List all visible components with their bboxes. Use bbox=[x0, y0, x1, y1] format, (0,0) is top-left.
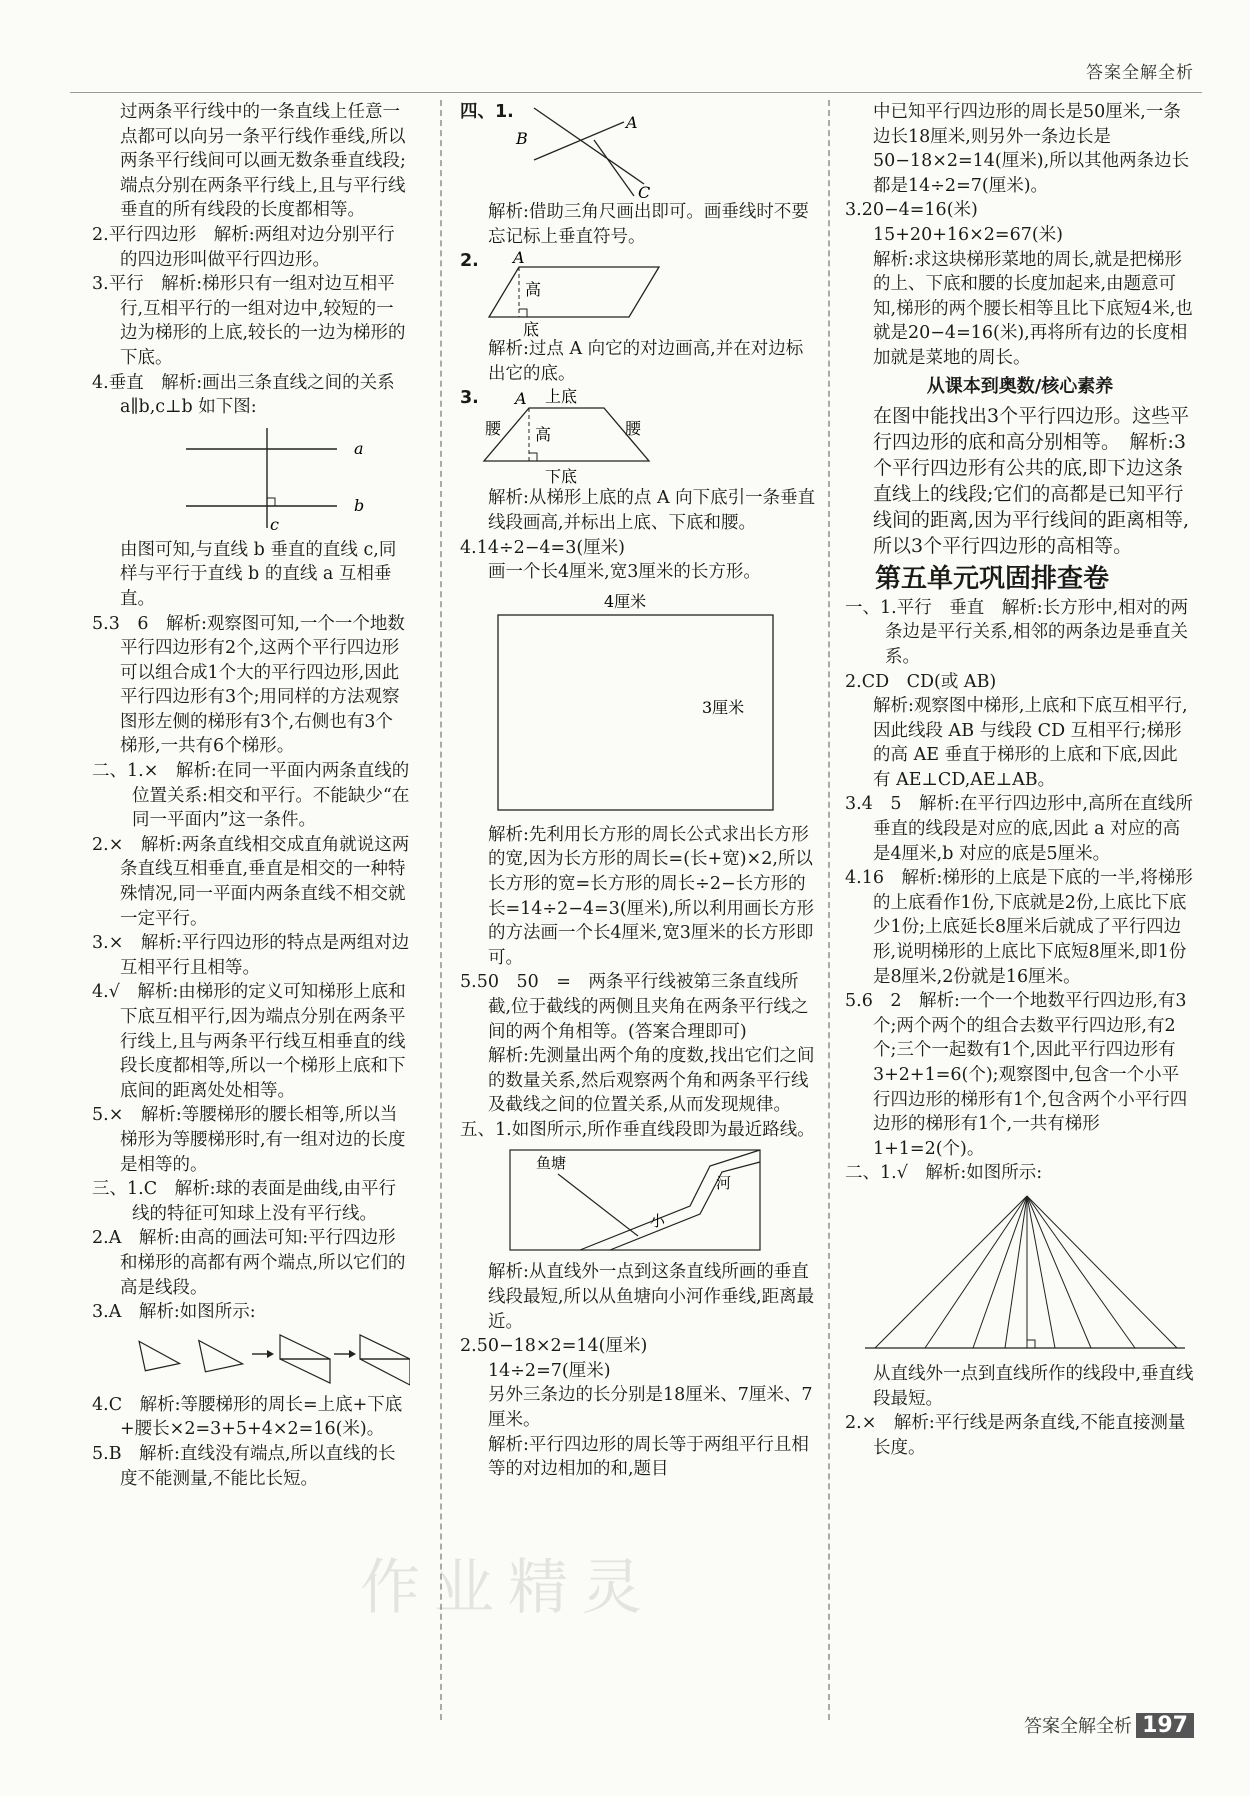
f3-A: A bbox=[514, 389, 527, 409]
c3-p7: 2.CD CD(或 AB) bbox=[845, 671, 997, 692]
rect-h: 3厘米 bbox=[702, 697, 745, 717]
f3-leg1: 腰 bbox=[484, 419, 501, 439]
c3-p4: 解析:求这块梯形菜地的周长,就是把梯形的上、下底和腰的长度加起来,由题意可知,梯形的两个腰长相等且比下底短4米,也就是20−4=16(米),再将所有边的长度相加就是菜地的周长。 bbox=[873, 249, 1193, 368]
f5-r2: 小 bbox=[650, 1212, 666, 1231]
c2-p5: 画一个长4厘米,宽3厘米的长方形。 bbox=[488, 562, 761, 583]
c1-p0: 过两条平行线中的一条直线上任意一点都可以向另一条平行线作垂线,所以两条平行线间可以画无数条垂直线段;端点分别在两条平行线上,且与平行线垂直的所有线段的长度都相等。 bbox=[120, 102, 406, 221]
pond-river-figure bbox=[500, 1146, 800, 1256]
c2-p3: 解析:从梯形上底的点 A 向下底引一条垂直线段画高,并标出上底、下底和腰。 bbox=[488, 488, 816, 533]
set-square-figure bbox=[92, 1329, 410, 1389]
footer bbox=[1024, 1712, 1194, 1738]
label-a: a bbox=[354, 438, 364, 458]
c3-p11: 5.6 2 解析:一个一个地数平行四边形,有3个;两个两个的组合去数平行四边形,有2个;三个一起数有1个,因此平行四边形有3+2+1=6(个);观察图中,包含一个小平行四边形的梯形有1个,包含两个小平行四边形的梯形有1个,一共有梯形1+1=2(个)。 bbox=[845, 991, 1188, 1159]
c1-p3: 4.垂直 解析:画出三条直线之间的关系 a∥b,c⊥b 如下图: bbox=[92, 372, 395, 418]
c3-p9: 3.4 5 解析:在平行四边形中,高所在直线所垂直的线段是对应的底,因此 a 对应的高是4厘米,b 对应的底是5厘米。 bbox=[845, 794, 1193, 864]
f1-A: A bbox=[625, 113, 638, 132]
c3-p1: 中已知平行四边形的周长是50厘米,一条边长18厘米,则另外一条边长是 50−18×2=14(厘米),所以其他两条边长都是14÷2=7(厘米)。 bbox=[873, 102, 1190, 196]
f5-pond: 鱼塘 bbox=[536, 1154, 567, 1173]
c3-p3: 15+20+16×2=67(米) bbox=[873, 224, 1064, 245]
trapezoid-figure bbox=[479, 386, 679, 486]
c3-p14: 2.× 解析:平行线是两条直线,不能直接测量长度。 bbox=[845, 1413, 1186, 1458]
footer-label: 答案全解全析 bbox=[1024, 1716, 1133, 1737]
c2-p7: 5.50 50 = 两条平行线被第三条直线所截,位于截线的两侧且夹角在两条平行线之间的两个角相等。(答案合理即可) bbox=[460, 972, 809, 1042]
c2-p2: 解析:过点 A 向它的对边画高,并在对边标出它的底。 bbox=[488, 339, 804, 384]
label-b: b bbox=[354, 495, 365, 515]
c2-p10: 解析:从直线外一点到这条直线所画的垂直线段最短,所以从鱼塘向小河作垂线,距离最近。 bbox=[488, 1262, 815, 1332]
c1-p1: 2.平行四边形 解析:两组对边分别平行的四边形叫做平行四边形。 bbox=[92, 224, 395, 270]
c1-p10: 5.× 解析:等腰梯形的腰长相等,所以当梯形为等腰梯形时,有一组对边的长度是相等的。 bbox=[92, 1105, 406, 1175]
perpendicular-line-figure bbox=[514, 100, 714, 200]
c3-p8: 解析:观察图中梯形,上底和下底互相平行,因此线段 AB 与线段 CD 互相平行;梯形的高 AE 垂直于梯形的上底和下底,因此有 AE⊥CD,AE⊥AB。 bbox=[873, 696, 1188, 790]
c1-p13: 3.A 解析:如图所示: bbox=[92, 1302, 256, 1323]
c1-p11: 三、1.C 解析:球的表面是曲线,由平行线的特征可知球上没有平行线。 bbox=[92, 1179, 397, 1224]
c1-p12: 2.A 解析:由高的画法可知:平行四边形和梯形的高都有两个端点,所以它们的高是线段。 bbox=[92, 1228, 406, 1298]
rect-w: 4厘米 bbox=[604, 591, 647, 611]
f5-r1: 河 bbox=[716, 1174, 732, 1193]
f3-leg2: 腰 bbox=[624, 419, 641, 439]
f1-B: B bbox=[515, 129, 528, 148]
c3-p2: 3.20−4=16(米) bbox=[845, 200, 978, 221]
watermark: 作业精灵 bbox=[360, 1553, 656, 1623]
c2-p6: 解析:先利用长方形的周长公式求出长方形的宽,因为长方形的周长=(长+宽)×2,所以长方形的宽=长方形的周长÷2−长方形的长=14÷2−4=3(厘米),所以利用画长方形的方法画一个长4厘米,宽3厘米的长方形即可。 bbox=[488, 824, 815, 968]
parallel-perpendicular-figure bbox=[92, 424, 410, 534]
c3-p6: 一、1.平行 垂直 解析:长方形中,相对的两条边是平行关系,相邻的两条边是垂直关系。 bbox=[845, 597, 1189, 667]
c2-q1: 四、1. bbox=[460, 102, 514, 122]
c2-p4: 4.14÷2−4=3(厘米) bbox=[460, 537, 626, 558]
section-heading: 从课本到奥数/核心素养 bbox=[926, 375, 1114, 397]
f3-bot: 下底 bbox=[544, 467, 577, 487]
c1-p6: 二、1.× 解析:在同一平面内两条直线的位置关系:相交和平行。不能缺少“在同一平面内”这一条件。 bbox=[92, 761, 410, 831]
c1-p15: 5.B 解析:直线没有端点,所以直线的长度不能测量,不能比长短。 bbox=[92, 1443, 396, 1489]
c1-p8: 3.× 解析:平行四边形的特点是两组对边互相平行且相等。 bbox=[92, 933, 410, 978]
c1-p2: 3.平行 解析:梯形只有一组对边互相平行,互相平行的一组对边中,较短的一边为梯形的上底,较长的一边为梯形的下底。 bbox=[92, 274, 406, 368]
c2-p12: 14÷2=7(厘米) bbox=[488, 1360, 611, 1381]
rectangle-figure bbox=[488, 589, 788, 819]
c2-q3: 3. bbox=[460, 388, 479, 409]
c2-p1: 解析:借助三角尺画出即可。画垂线时不要忘记标上垂直符号。 bbox=[488, 202, 809, 247]
c3-p5: 在图中能找出3个平行四边形。这些平行四边形的底和高分别相等。 解析:3个平行四边形有公共的底,即下边这条直线上的线段;它们的高都是已知平行线间的距离,因为平行线间的距离相等,所以3个平行四边形的高相等。 bbox=[873, 405, 1190, 558]
f2-A: A bbox=[512, 249, 525, 268]
f3-top: 上底 bbox=[544, 387, 577, 407]
c1-p9: 4.√ 解析:由梯形的定义可知梯形上底和下底互相平行,因为端点分别在两条平行线上,且与两条平行线互相垂直的线段长度都相等,所以一个梯形上底和下底间的距离处处相等。 bbox=[92, 982, 406, 1101]
column-1 bbox=[92, 100, 410, 1491]
c2-q2: 2. bbox=[460, 251, 479, 272]
f1-C: C bbox=[637, 183, 651, 200]
header-rule bbox=[70, 92, 1202, 93]
c1-p4: 由图可知,与直线 b 垂直的直线 c,同样与平行于直线 b 的直线 a 互相垂直。 bbox=[120, 539, 397, 609]
fan-lines-figure bbox=[845, 1190, 1185, 1358]
c2-p11: 2.50−18×2=14(厘米) bbox=[460, 1336, 648, 1357]
label-c: c bbox=[270, 514, 279, 534]
c3-p13: 从直线外一点到直线所作的线段中,垂直线段最短。 bbox=[873, 1363, 1194, 1409]
c2-p8: 解析:先测量出两个角的度数,找出它们之间的数量关系,然后观察两个角和两条平行线及截线之间的位置关系,从而发现规律。 bbox=[488, 1046, 815, 1116]
c1-p7: 2.× 解析:两条直线相交成直角就说这两条直线互相垂直,垂直是相交的一种特殊情况,同一平面内两条直线不相交就一定平行。 bbox=[92, 834, 410, 929]
c1-p14: 4.C 解析:等腰梯形的周长=上底+下底+腰长×2=3+5+4×2=16(米)。 bbox=[92, 1394, 403, 1440]
page-number: 197 bbox=[1136, 1713, 1194, 1738]
c2-p14: 解析:平行四边形的周长等于两组平行且相等的对边相加的和,题目 bbox=[488, 1434, 809, 1480]
c3-p10: 4.16 解析:梯形的上底是下底的一半,将梯形的上底看作1份,下底就是2份,上底比下底少1份;上底延长8厘米后就成了平行四边形,说明梯形的上底比下底短8厘米,即1份是8厘米,2份就是16厘米。 bbox=[845, 868, 1193, 987]
c1-p5: 5.3 6 解析:观察图可知,一个一个地数平行四边形有2个,这两个平行四边形可以组合成1个大的平行四边形,因此平行四边形有3个;用同样的方法观察图形左侧的梯形有3个,右侧也有3个梯形,一共有6个梯形。 bbox=[92, 613, 405, 757]
column-3 bbox=[845, 100, 1195, 1460]
c2-p9: 五、1.如图所示,所作垂直线段即为最近路线。 bbox=[460, 1119, 815, 1140]
unit-title: 第五单元巩固排查卷 bbox=[875, 564, 1110, 595]
column-divider-2 bbox=[828, 100, 830, 1720]
header-title: 答案全解全析 bbox=[1086, 63, 1194, 83]
column-divider-1 bbox=[440, 100, 442, 1720]
f2-d: 底 bbox=[522, 320, 539, 338]
parallelogram-figure bbox=[479, 249, 679, 337]
c3-p12: 二、1.√ 解析:如图所示: bbox=[845, 1163, 1043, 1184]
c2-p13: 另外三条边的长分别是18厘米、7厘米、7厘米。 bbox=[488, 1385, 813, 1431]
column-2 bbox=[460, 100, 820, 1482]
f2-h: 高 bbox=[524, 280, 541, 300]
f3-h: 高 bbox=[534, 425, 551, 445]
